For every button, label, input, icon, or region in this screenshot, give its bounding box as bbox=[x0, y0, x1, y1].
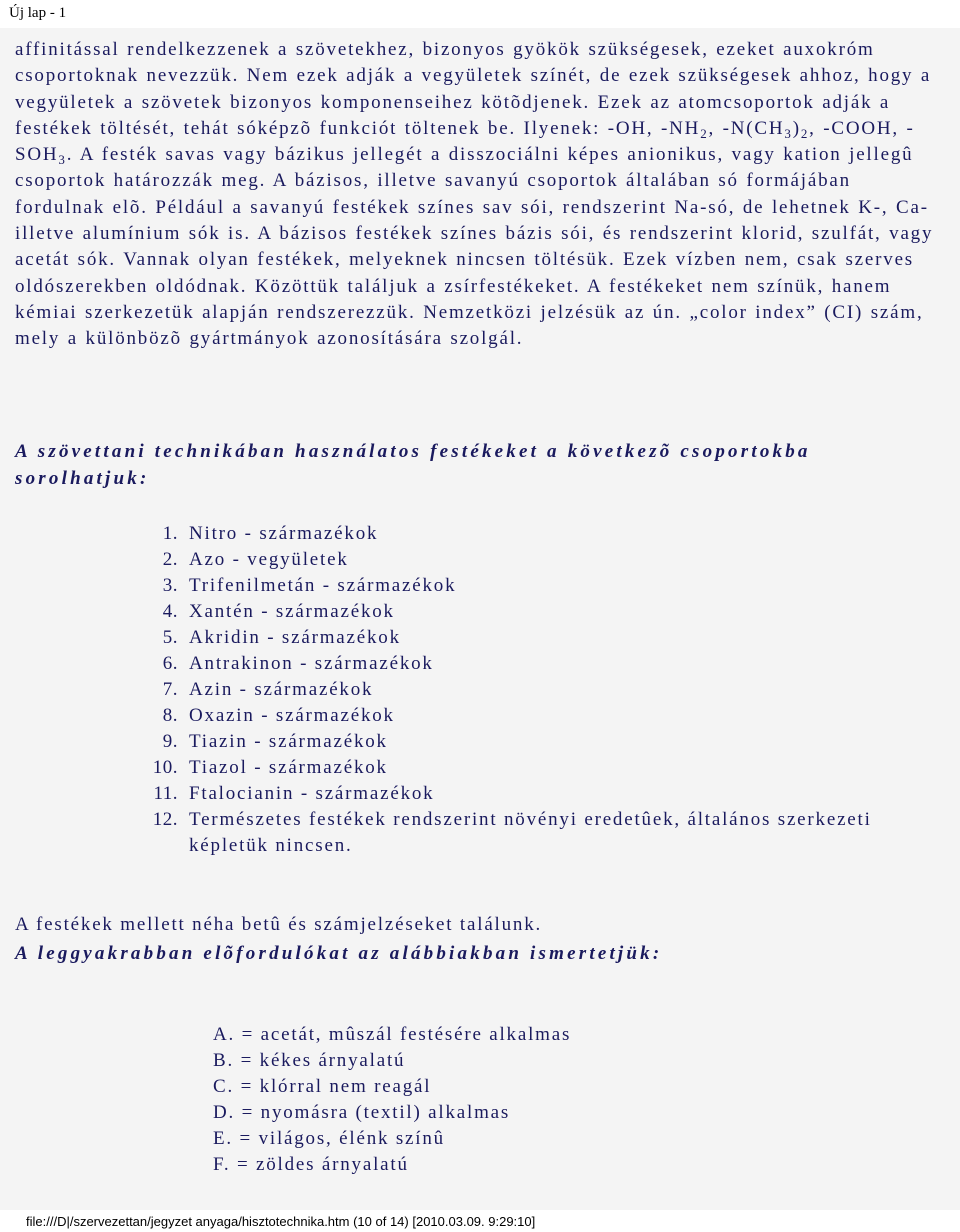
paragraph-text: , -COOH, -SOH bbox=[15, 117, 915, 166]
list-number: 10. bbox=[152, 757, 178, 778]
list-item bbox=[0, 1048, 960, 1074]
subscript: 3 bbox=[58, 152, 67, 168]
list-text: Akridin - származékok bbox=[189, 627, 401, 648]
list-item bbox=[0, 573, 960, 599]
list-item bbox=[0, 599, 960, 625]
list-text: Oxazin - származékok bbox=[189, 705, 395, 726]
list-number: 11. bbox=[153, 783, 178, 804]
list-item bbox=[0, 547, 960, 573]
list-item bbox=[0, 703, 960, 729]
abbreviation-text: E. = világos, élénk színû bbox=[213, 1128, 445, 1149]
list-item bbox=[0, 781, 960, 807]
body-paragraph bbox=[15, 37, 945, 353]
paragraph-text: . A festék savas vagy bázikus jellegét a disszociálni képes anionikus, vagy kation jellegû csoportok határozzák meg. A bázisos, illetve savanyú csoportok általában só formájában fordulnak elõ. Például a savanyú festékek színes sav sói, rendszerint Na-só, de lehetnek K-, Ca- illetve alumínium sók is. A bázisos festékek színes bázis sói, és rendszerint klorid, szulfát, vagy acetát sók. Vannak olyan festékek, melyeknek nincsen töltésük. Ezek vízben nem, csak szerves oldószerekben oldódnak. Közöttük találjuk a zsírfestékeket. A festékeket nem színük, hanem kémiai szerkezetük alapján rendszerezzük. Nemzetközi jelzésük az ún. „color index” (CI) szám, mely a különbözõ gyártmányok azonosítására szolgál. bbox=[15, 144, 934, 350]
paragraph-text: ) bbox=[792, 117, 801, 139]
list-number: 4. bbox=[162, 601, 178, 622]
paragraph-text: , -N(CH bbox=[708, 117, 785, 139]
note-line: A festékek mellett néha betû és számjelzéseket találunk. bbox=[15, 914, 543, 935]
list-item bbox=[0, 729, 960, 755]
list-item bbox=[0, 677, 960, 703]
footer-url: file:///D|/szervezettan/jegyzet anyaga/hisztotechnika.htm (10 of 14) [2010.03.09. 9:29:10] bbox=[26, 1214, 536, 1229]
list-item bbox=[0, 1126, 960, 1152]
list-text: Antrakinon - származékok bbox=[189, 653, 434, 674]
list-item bbox=[0, 651, 960, 677]
list-number: 9. bbox=[162, 731, 178, 752]
abbreviation-text: C. = klórral nem reagál bbox=[213, 1076, 432, 1097]
list-item bbox=[0, 1152, 960, 1178]
abbreviation-text: D. = nyomásra (textil) alkalmas bbox=[213, 1102, 511, 1123]
list-number: 6. bbox=[162, 653, 178, 674]
list-item bbox=[0, 807, 960, 859]
list-number: 7. bbox=[162, 679, 178, 700]
section-heading-abbreviations: A leggyakrabban elõfordulókat az alábbiakban ismertetjük: bbox=[15, 943, 663, 964]
list-text: Azin - származékok bbox=[189, 679, 374, 700]
list-item bbox=[0, 625, 960, 651]
list-text: Tiazol - származékok bbox=[189, 757, 388, 778]
page-header bbox=[0, 0, 960, 28]
list-number: 5. bbox=[162, 627, 178, 648]
list-number: 8. bbox=[162, 705, 178, 726]
abbreviation-text: F. = zöldes árnyalatú bbox=[213, 1154, 409, 1175]
list-item bbox=[0, 521, 960, 547]
list-item bbox=[0, 1074, 960, 1100]
list-text: Trifenilmetán - származékok bbox=[189, 575, 457, 596]
list-text: Nitro - származékok bbox=[189, 523, 379, 544]
list-number: 2. bbox=[162, 549, 178, 570]
page-label: Új lap - 1 bbox=[9, 5, 67, 21]
list-number: 12. bbox=[152, 809, 178, 830]
subscript: 3 bbox=[784, 125, 793, 141]
subscript: 2 bbox=[800, 125, 810, 141]
dye-group-list bbox=[0, 521, 960, 859]
subscript: 2 bbox=[700, 125, 709, 141]
list-item bbox=[0, 1022, 960, 1048]
list-item bbox=[0, 1100, 960, 1126]
abbreviation-text: A. = acetát, mûszál festésére alkalmas bbox=[213, 1024, 572, 1045]
paragraph-text: affinitással rendelkezzenek a szövetekhez, bizonyos gyökök szükségesek, ezeket auxokróm csoportoknak nevezzük. Nem ezek adják a vegyületek színét, de ezek szükségesek ahhoz, hogy a vegyületek a szövetek bizonyos komponenseihez kötõdjenek. Ezek az atomcsoportok adják a festékek töltését, tehát sóképzõ funkciót töltenek be. Ilyenek: -OH, -NH bbox=[15, 39, 932, 139]
page-footer bbox=[0, 1210, 960, 1232]
list-text: Xantén - származékok bbox=[189, 601, 395, 622]
list-text: Tiazin - származékok bbox=[189, 731, 388, 752]
list-number: 3. bbox=[162, 575, 178, 596]
list-text: Ftalocianin - származékok bbox=[189, 783, 435, 804]
abbreviation-list bbox=[0, 1022, 960, 1178]
list-text: Természetes festékek rendszerint növényi eredetûek, általános szerkezeti képletük nincsen. bbox=[189, 809, 872, 856]
list-item bbox=[0, 755, 960, 781]
abbreviation-text: B. = kékes árnyalatú bbox=[213, 1050, 406, 1071]
section-heading-groups: A szövettani technikában használatos festékeket a következõ csoportokba sorolhatjuk: bbox=[15, 441, 811, 489]
list-number: 1. bbox=[162, 523, 178, 544]
list-text: Azo - vegyületek bbox=[189, 549, 349, 570]
